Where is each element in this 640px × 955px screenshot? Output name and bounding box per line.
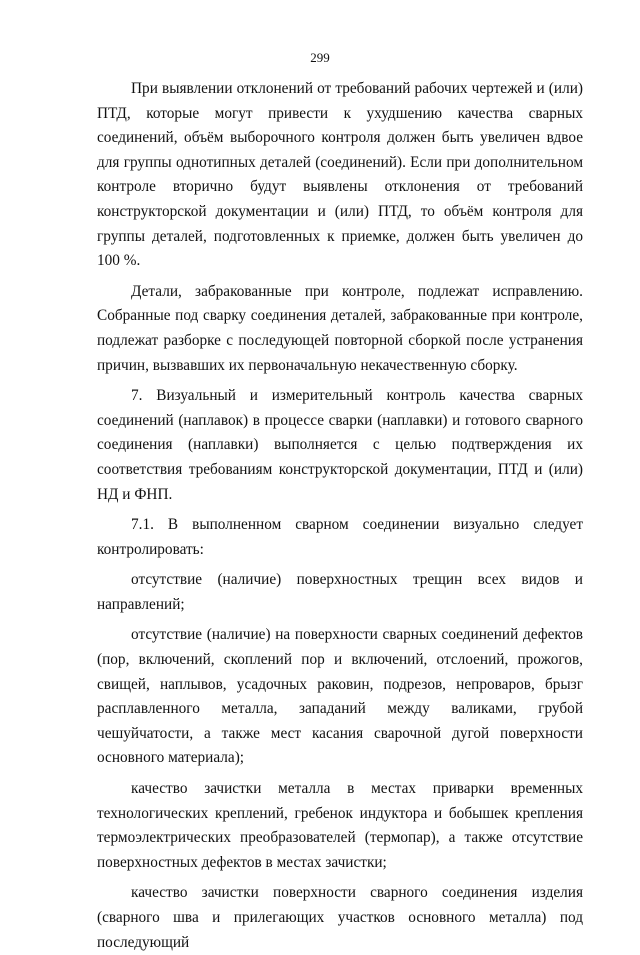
list-item-surface-defects: отсутствие (наличие) на поверхности сварных соединений дефектов (пор, включений, скоплений пор и включений, отслоений, прожогов, свищей, наплывов, усадочных раковин, подрезов, непроваров, брызг расплавленного металла, западаний между валиками, грубой чешуйчатости, а также мест касания сварочной дугой поверхности основного материала); xyxy=(97,626,583,767)
paragraph-rejected-parts: Детали, забракованные при контроле, подлежат исправлению. Собранные под сварку соединения деталей, забракованные при контроле, подлежат разборке с последующей повторной сборкой после устранения причин, вызвавших их первоначальную некачественную сборку. xyxy=(97,282,583,374)
paragraph-section-7-1: 7.1. В выполненном сварном соединении визуально следует контролировать: xyxy=(97,516,583,558)
paragraph-sampling-control: При выявлении отклонений от требований рабочих чертежей и (или) ПТД, которые могут привести к ухудшению качества сварных соединений, объём выборочного контроля должен быть увеличен вдвое для группы однотипных деталей (соединений). Если при дополнительном контроле вторично будут выявлены отклонения от требований конструкторской документации и (или) ПТД, то объём контроля для группы деталей, подготовленных к приемке, должен быть увеличен до 100 %. xyxy=(97,80,583,270)
page-number: 299 xyxy=(310,50,330,65)
list-item-cleaning-quality: качество зачистки металла в местах приварки временных технологических креплений, гребенок индуктора и бобышек крепления термоэлектрических преобразователей (термопар), а также отсутствие поверхностных дефектов в местах зачистки; xyxy=(97,780,583,871)
list-item-cracks: отсутствие (наличие) поверхностных трещин всех видов и направлений; xyxy=(97,571,583,613)
body-text xyxy=(97,77,583,955)
list-item-surface-cleaning: качество зачистки поверхности сварного соединения изделия (сварного шва и прилегающих участков основного металла) под последующий xyxy=(97,884,583,951)
paragraph-section-7: 7. Визуальный и измерительный контроль качества сварных соединений (наплавок) в процессе сварки (наплавки) и готового сварного соединения (наплавки) выполняется с целью подтверждения их соответствия требованиям конструкторской документации, ПТД и (или) НД и ФНП. xyxy=(97,387,583,503)
